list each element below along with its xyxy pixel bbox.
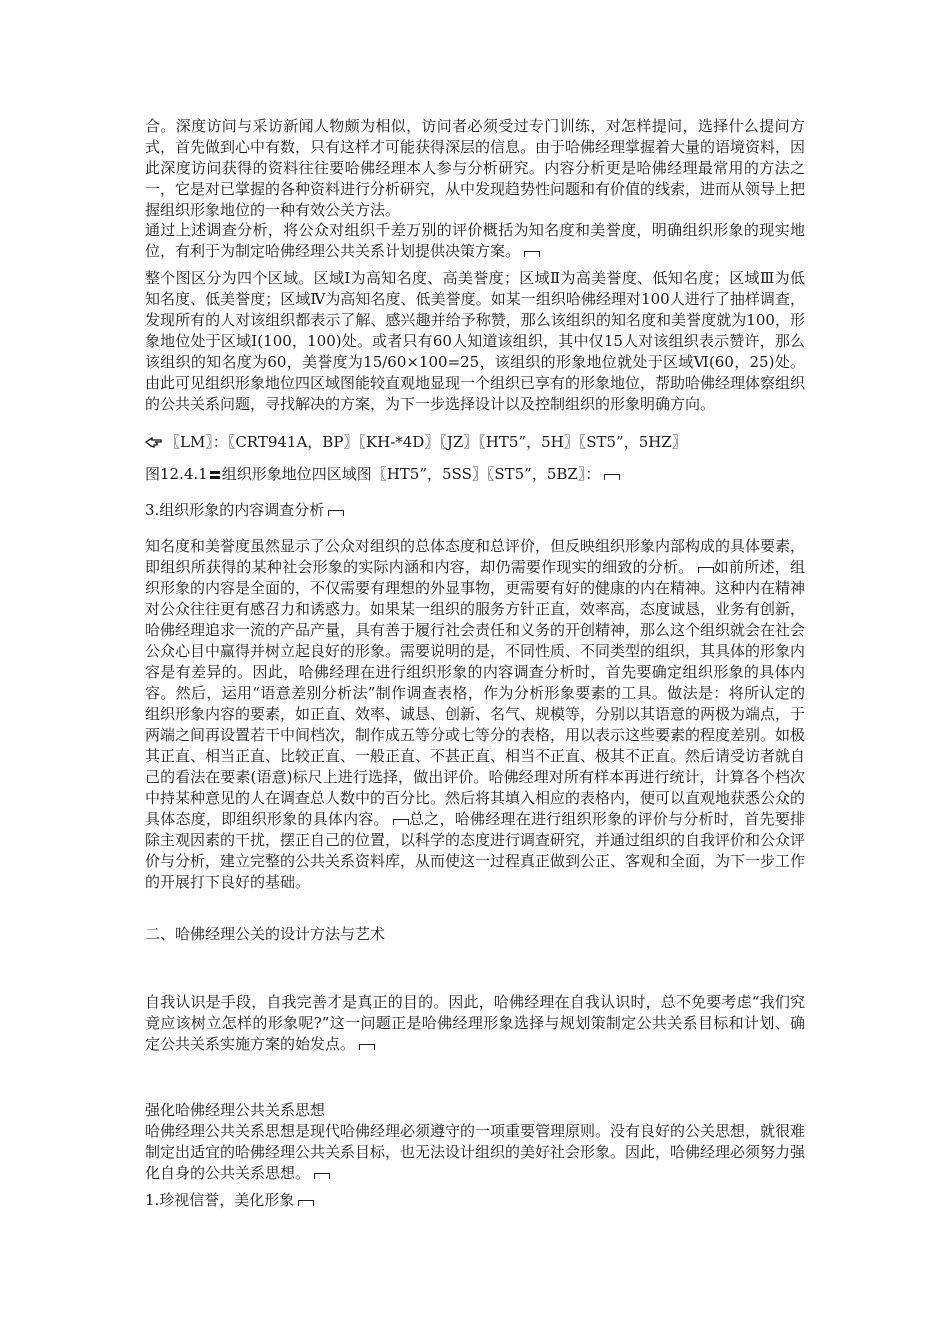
paragraph-text: 自我认识是手段，自我完善才是真正的目的。因此，哈佛经理在自我认识时，总不免要考虑“我们究竟应该树立怎样的形象呢?”这一问题正是哈佛经理形象选择与规划策制定公共关系目标和计划、确定公共关系实施方案的始发点。 <box>145 993 805 1053</box>
typesetting-code-line <box>145 432 805 453</box>
figure-number: 图12.4.1 <box>145 465 208 483</box>
heading-text: 二、哈佛经理公关的设计方法与艺术 <box>145 925 386 943</box>
return-mark-icon <box>698 565 714 573</box>
paragraph-pr-thinking <box>145 1100 805 1184</box>
paragraph-content-analysis <box>145 536 805 893</box>
return-mark-icon <box>359 1042 375 1050</box>
heading-text: 1.珍视信誉，美化形象 <box>145 1191 295 1209</box>
paragraph-text: 哈佛经理公共关系思想是现代哈佛经理必须遵守的一项重要管理原则。没有良好的公关思想，就很难制定出适宜的哈佛经理公共关系目标，也无法设计组织的美好社会形象。因此，哈佛经理必须努力强化自身的公共关系思想。 <box>145 1122 806 1182</box>
heading-text: 3.组织形象的内容调查分析 <box>145 501 325 519</box>
double-bar-icon <box>210 470 220 480</box>
return-mark-icon <box>328 508 344 516</box>
return-mark-icon <box>524 249 540 257</box>
pointing-hand-icon <box>145 436 163 448</box>
section-heading-content-survey <box>145 500 805 521</box>
paragraph-text: 整个图区分为四个区域。区域Ⅰ为高知名度、高美誉度；区域Ⅱ为高美誉度、低知名度；区域Ⅲ为低知名度、低美誉度；区域Ⅳ为高知名度、低美誉度。如某一组织哈佛经理对100人进行了抽样调查，发现所有的人对该组织都表示了解、感兴趣并给予称赞，那么该组织的知名度和美誉度就为100，形象地位处于区域Ⅰ(100，100)处。或者只有60人知道该组织，其中仅15人对该组织表示赞许，那么该组织的知名度为60，美誉度为15/60×100=25，该组织的形象地位就处于区域Ⅵ(60，25)处。由此可见组织形象地位四区域图能较直观地显现一个组织已享有的形象地位，帮助哈佛经理体察组织的公共关系问题，寻找解决的方案，为下一步选择设计以及控制组织的形象明确方向。 <box>145 269 806 413</box>
section-heading-reputation <box>145 1190 805 1211</box>
figure-caption <box>145 464 805 485</box>
paragraph-four-regions <box>145 268 805 415</box>
paragraph-survey-summary <box>145 220 805 262</box>
paragraph-text: 知名度和美誉度虽然显示了公众对组织的总体态度和总评价，但反映组织形象内部构成的具体要素，即组织所获得的某种社会形象的实际内涵和内容，却仍需要作现实的细致的分析。 <box>145 537 806 576</box>
return-mark-icon <box>393 817 409 825</box>
return-mark-icon <box>314 1171 330 1179</box>
return-mark-icon <box>604 472 620 480</box>
paragraph-text: 通过上述调查分析，将公众对组织千差万别的评价概括为知名度和美誉度，明确组织形象的现实地位，有利于为制定哈佛经理公共关系计划提供决策方案。 <box>145 221 805 260</box>
chapter-heading-design-methods <box>145 924 805 945</box>
subheading-text: 强化哈佛经理公共关系思想 <box>145 1101 326 1119</box>
code-text: 〖LM〗：〖CRT941A，BP〗〖KH-*4D〗〖JZ〗〖HT5”，5H〗〖ST5”，5HZ〗 <box>165 433 687 451</box>
paragraph-text: 总之，哈佛经理在进行组织形象的评价与分析时，首先要排除主观因素的干扰，摆正自己的位置，以科学的态度进行调查研究，并通过组织的自我评价和公众评价与分析，建立完整的公共关系资料库，从而使这一过程真正做到公正、客观和全面，为下一步工作的开展打下良好的基础。 <box>145 810 806 891</box>
paragraph-text: 如前所述，组织形象的内容是全面的，不仅需要有理想的外显事物，更需要有好的健康的内在精神。这种内在精神对公众往往更有感召力和诱惑力。如果某一组织的服务方针正直，效率高，态度诚恳，业务有创新，哈佛经理追求一流的产品产量，具有善于履行社会责任和义务的开创精神，那么这个组织就会在社会公众心目中赢得并树立起良好的形象。需要说明的是，不同性质、不同类型的组织，其具体的形象内容是有差异的。因此，哈佛经理在进行组织形象的内容调查分析时，首先要确定组织形象的具体内容。然后，运用“语意差别分析法”制作调查表格，作为分析形象要素的工具。做法是：将所认定的组织形象内容的要素，如正直、效率、诚恳、创新、名气、规模等，分别以其语意的两极为端点，于两端之间再设置若干中间档次，制作成五等分或七等分的表格，用以表示这些要素的程度差别。如极其正直、相当正直、比较正直、一般正直、不甚正直、相当不正直、极其不正直。然后请受访者就自己的看法在要素(语意)标尺上进行选择，做出评价。哈佛经理对所有样本再进行统计，计算各个档次中持某种意见的人在调查总人数中的百分比。然后将其填入相应的表格内，便可以直观地获悉公众的具体态度，即组织形象的具体内容。 <box>145 558 806 828</box>
caption-text: 组织形象地位四区域图〖HT5”，5SS〗〖ST5”，5BZ〗： <box>221 465 601 483</box>
paragraph-self-awareness <box>145 992 805 1055</box>
return-mark-icon <box>298 1198 314 1206</box>
paragraph-text: 合。深度访问与采访新闻人物颇为相似，访问者必须受过专门训练，对怎样提问，选择什么提问方式，首先做到心中有数，只有这样才可能获得深层的信息。由于哈佛经理掌握着大量的语境资料，因此深度访问获得的资料往往要哈佛经理本人参与分析研究。内容分析更是哈佛经理最常用的方法之一，它是对已掌握的各种资料进行分析研究，从中发现趋势性问题和有价值的线索，进而从领导上把握组织形象地位的一种有效公关方法。 <box>145 117 806 219</box>
paragraph-deep-interview <box>145 116 805 221</box>
